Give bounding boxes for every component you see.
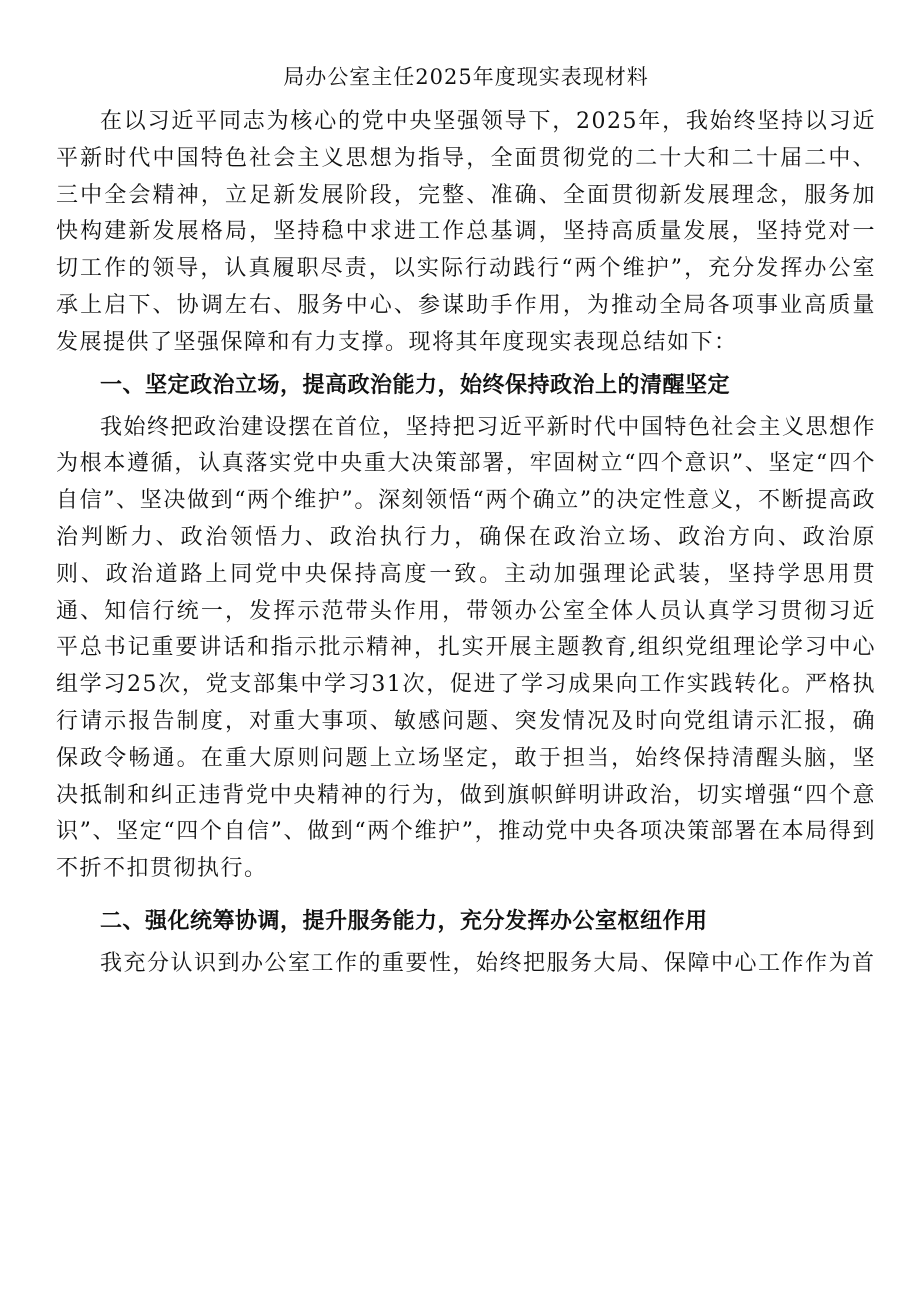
section-1-heading: 一、坚定政治立场，提高政治能力，始终保持政治上的清醒坚定: [100, 372, 731, 398]
section-2-heading: 二、强化统筹协调，提升服务能力，充分发挥办公室枢纽作用: [100, 908, 708, 934]
document-page: [56, 62, 876, 983]
intro-paragraph: 在以习近平同志为核心的党中央坚强领导下，2025年，我始终坚持以习近平新时代中国特色社会主义思想为指导，全面贯彻党的二十大和二十届二中、三中全会精神，立足新发展阶段，完整、准确、全面贯彻新发展理念，服务加快构建新发展格局，坚持稳中求进工作总基调，坚持高质量发展，坚持党对一切工作的领导，认真履职尽责，以实际行动践行“两个维护”，充分发挥办公室承上启下、协调左右、服务中心、参谋助手作用，为推动全局各项事业高质量发展提供了坚强保障和有力支撑。现将其年度现实表现总结如下：: [56, 109, 876, 355]
document-title: 局办公室主任2025年度现实表现材料: [283, 65, 649, 89]
section-2-paragraph: 我充分认识到办公室工作的重要性，始终把服务大局、保障中心工作作为首: [100, 950, 876, 976]
section-1-paragraph: 我始终把政治建设摆在首位，坚持把习近平新时代中国特色社会主义思想作为根本遵循，认真落实党中央重大决策部署，牢固树立“四个意识”、坚定“四个自信”、坚决做到“两个维护”。深刻领悟“两个确立”的决定性意义，不断提高政治判断力、政治领悟力、政治执行力，确保在政治立场、政治方向、政治原则、政治道路上同党中央保持高度一致。主动加强理论武装，坚持学思用贯通、知信行统一，发挥示范带头作用，带领办公室全体人员认真学习贯彻习近平总书记重要讲话和指示批示精神，扎实开展主题教育,组织党组理论学习中心组学习25次，党支部集中学习31次，促进了学习成果向工作实践转化。严格执行请示报告制度，对重大事项、敏感问题、突发情况及时向党组请示汇报，确保政令畅通。在重大原则问题上立场坚定，敢于担当，始终保持清醒头脑，坚决抵制和纠正违背党中央精神的行为，做到旗帜鲜明讲政治，切实增强“四个意识”、坚定“四个自信”、做到“两个维护”，推动党中央各项决策部署在本局得到不折不扣贯彻执行。: [56, 414, 876, 882]
